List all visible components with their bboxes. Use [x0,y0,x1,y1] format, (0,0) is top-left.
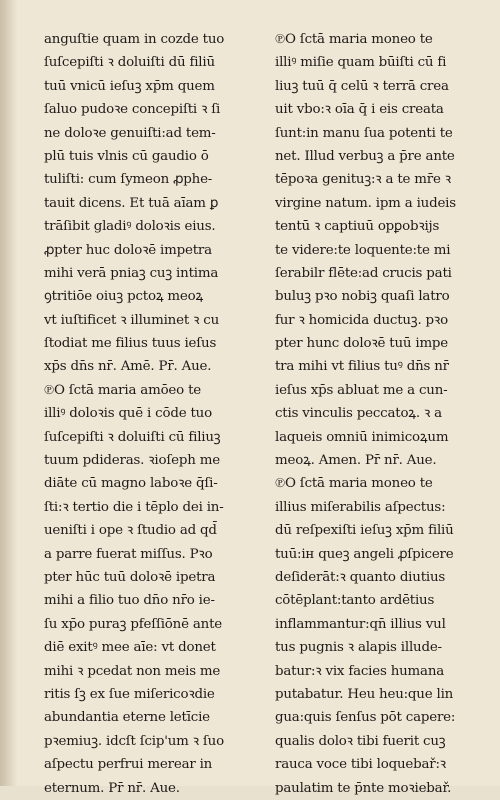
text-line: batur:ꝛ vix facies humana [275,663,445,679]
text-line: ſu xp̄o puraꝫ pfeſſiōnē ante [44,616,222,632]
text-line: deſiderāt:ꝛ quanto diutius [275,569,446,585]
text-line: qualis doloꝛ tibi fuerit cuꝫ [275,733,446,749]
text-line: ℗O ſctā maria amōeo te [44,382,201,398]
text-line: cōtēplant:tanto ardētius [275,593,435,609]
text-line: pter hūc tuū doloꝛē ipetra [44,569,216,585]
text-line: ꝯtritiōe oiuꝫ pctoꝝ meoꝝ [44,289,204,305]
text-line: a parre fuerat miſſus. Pꝛo [44,546,213,562]
text-line: illiꝰ miſie quam būiſti cū fi [275,55,447,71]
text-line: pꝛemiuꝫ. idcſt ſcip'um ꝛ ſuo [44,733,224,749]
text-line: tēpoꝛa genituꝫ:ꝛ a te mr̄e ꝛ [275,172,451,188]
text-line: ctis vinculis peccatoꝝ. ꝛ a [275,406,442,422]
text-line: putabatur. Heu heu:que lin [275,686,454,702]
text-line: ℗O ſctā maria moneo te [275,32,433,47]
text-line: abundantia eterne letīcie [44,710,210,726]
text-line: mihi verā pniaꝫ cuꝫ intima [44,265,219,281]
text-line: laqueis omniū inimicoꝝum [275,429,449,445]
text-line: fur ꝛ homicida ductuꝫ. pꝛo [275,312,448,328]
text-line: illiꝰ doloꝛis quē i cōde tuo [44,406,212,422]
text-line: buluꝫ pꝛo nobiꝫ quaſi latro [275,289,450,305]
text-line: ſuſcepiſti ꝛ doluiſti dū filiū [44,55,215,71]
text-line: pter hunc doloꝛē tuū impe [275,336,449,352]
text-line: ſuſcepiſti ꝛ doluiſti cū filiuꝫ [44,429,221,445]
text-line: plū tuis vlnis cū gaudio ō [44,148,209,164]
text-line: tentū ꝛ captiuū opꝑobꝛijs [275,219,440,235]
text-line: te videre:te loquente:te mi [275,242,451,258]
text-line: trāſibit gladiꝰ doloꝛis eius. [44,219,216,235]
text-line: ſti:ꝛ tertio die i tēplo dei in- [44,499,224,515]
text-line: mihi ꝛ pcedat non meis me [44,663,221,679]
text-line: diē exitꝰ mee aīe: vt donet [44,640,216,656]
text-line: ueniſti i ope ꝛ ſtudio ad qd̄ [44,523,217,539]
text-line: mihi a filio tuo dn̄o nr̄o ie- [44,593,215,609]
text-column-right [275,28,490,800]
text-line: ſerabilr flēte:ad crucis pati [275,265,452,281]
text-line: gua:quis ſenſus pōt capere: [275,710,456,726]
text-line: paulatim te p̄nte moꝛiebař. [275,780,452,796]
text-line: ritis ſꝫ ex ſue miſericoꝛdie [44,686,215,702]
text-line: liuꝫ tuū q̄ celū ꝛ terrā crea [275,78,449,94]
text-line: tus pugnis ꝛ alapis illude- [275,640,442,656]
text-line: tuliſti: cum ſymeon ꝓphe- [44,172,213,188]
text-line: rauca voce tibi loquebař:ꝛ [275,757,446,773]
text-line: dū reſpexiſti ieſuꝫ xp̄m filiū [275,523,454,539]
text-line: ꝓpter huc doloꝛē impetra [44,242,212,258]
text-line: virgine natum. ipm a iudeis [275,195,456,211]
text-line: tuū vnicū ieſuꝫ xp̄m quem [44,78,215,94]
text-line: ne doloꝛe genuiſti:ad tem- [44,125,216,141]
text-line: tuum pdideras. ꝛioſeph me [44,453,220,469]
text-line: anguſtie quam in cozde tuo [44,32,225,47]
text-line: xp̄s dn̄s nr̄. Amē. Pr̄. Aue. [44,359,212,375]
text-line: illius miſerabilis aſpectus: [275,499,446,515]
text-line: meoꝝ. Amen. Pr̄ nr̄. Aue. [275,453,437,469]
text-line: tra mihi vt filius tuꝰ dn̄s nr̄ [275,359,449,375]
text-line: inflammantur:qn̄ illius vul [275,616,446,632]
text-line: ſtodiat me filius tuus ieſus [44,336,217,352]
text-line: ſunt:in manu ſua potenti te [275,125,453,141]
text-line: aſpectu perfrui merear in [44,757,213,773]
text-line: diāte cū magno laboꝛe q̄ſi- [44,476,218,492]
text-column-left [44,28,262,800]
text-line: vt iuſtificet ꝛ illuminet ꝛ cu [44,312,219,328]
text-line: eternum. Pr̄ nr̄. Aue. [44,780,180,796]
text-line: ieſus xp̄s abluat me a cun- [275,382,448,398]
text-line: ℗O ſctā maria moneo te [275,476,433,492]
text-line: uit vbo:ꝛ oīa q̄ i eis creata [275,102,444,118]
text-line: ſaluo pudoꝛe concepiſti ꝛ ſi [44,102,221,118]
text-line: tauit dicens. Et tuā aīam ꝑ [44,195,219,211]
text-line: net. Illud verbuꝫ a p̄re ante [275,148,455,164]
page-gutter-shadow [0,0,18,786]
text-line: tuū:iн queꝫ angeli ꝓſpicere [275,546,454,562]
